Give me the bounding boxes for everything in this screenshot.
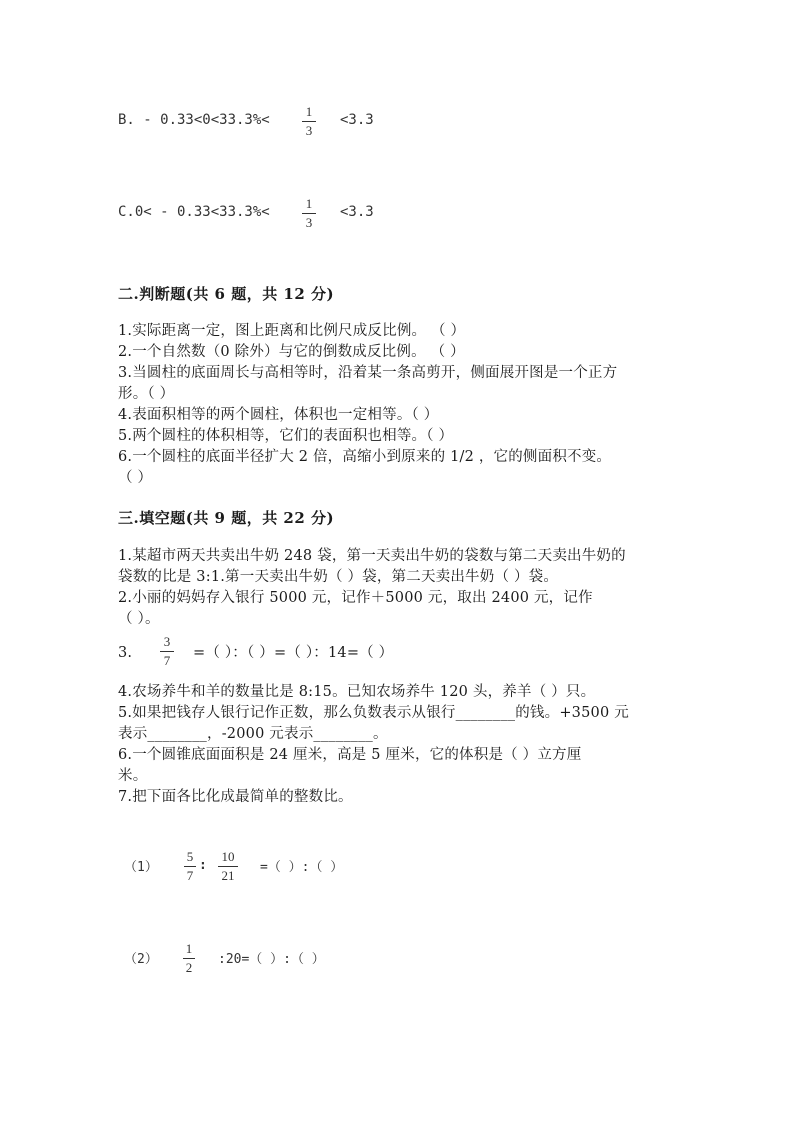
sub2-label: （2） bbox=[124, 952, 158, 967]
fraction-denominator: 2 bbox=[185, 960, 193, 975]
fill-item-4: 4.农场养牛和羊的数量比是 8:15。已知农场养牛 120 头，养羊（ ）只。 bbox=[118, 684, 596, 700]
judge-item-4: 4.表面积相等的两个圆柱，体积也一定相等。（ ） bbox=[118, 407, 439, 423]
fill-item-3-text: =（ ）：（ ）=（ ）：14=（ ） bbox=[193, 645, 394, 661]
judge-item-6: 6.一个圆柱的底面半径扩大 2 倍，高缩小到原来的 1/2 ，它的侧面积不变。 bbox=[118, 449, 612, 465]
fraction-numerator: 10 bbox=[221, 849, 235, 864]
sub1-fraction-2 bbox=[218, 849, 238, 884]
section2-heading: 二.判断题(共 6 题，共 12 分) bbox=[118, 285, 335, 303]
fraction-bar bbox=[183, 958, 195, 959]
judge-item-3: 3.当圆柱的底面周长与高相等时，沿着某一条高剪开，侧面展开图是一个正方 bbox=[118, 365, 618, 381]
fill-item-6: 6.一个圆锥底面面积是 24 厘米，高是 5 厘米，它的体积是（ ）立方厘 bbox=[118, 747, 582, 763]
fill-item-2: 2.小丽的妈妈存入银行 5000 元，记作＋5000 元，取出 2400 元，记作 bbox=[118, 590, 593, 606]
fill-item-6-cont: 米。 bbox=[118, 768, 148, 784]
fraction-bar bbox=[184, 866, 196, 867]
judge-item-6-cont: （ ） bbox=[118, 470, 153, 486]
fraction-numerator: 3 bbox=[163, 634, 171, 649]
option-c-text: C.0< - 0.33<33.3%< bbox=[118, 204, 270, 220]
option-b-suffix: <3.3 bbox=[340, 112, 374, 128]
option-b-fraction bbox=[302, 104, 316, 139]
fill-item-5-cont: 表示________，-2000 元表示________。 bbox=[118, 726, 388, 742]
fill-item-1: 1.某超市两天共卖出牛奶 248 袋，第一天卖出牛奶的袋数与第二天卖出牛奶的 bbox=[118, 548, 626, 564]
sub1-fraction-1 bbox=[184, 849, 196, 884]
fraction-numerator: 1 bbox=[305, 196, 313, 211]
sub1-colon: : bbox=[199, 858, 207, 873]
fraction-bar bbox=[218, 866, 238, 867]
option-c-fraction bbox=[302, 196, 316, 231]
fraction-denominator: 3 bbox=[305, 215, 313, 230]
fill-item-3-fraction bbox=[160, 634, 174, 669]
fill-item-1-cont: 袋数的比是 3:1.第一天卖出牛奶（ ）袋，第二天卖出牛奶（ ）袋。 bbox=[118, 569, 559, 585]
fill-item-3-label: 3. bbox=[118, 645, 133, 661]
fill-item-5: 5.如果把钱存人银行记作正数，那么负数表示从银行________的钱。+3500 元 bbox=[118, 705, 629, 721]
judge-item-2: 2.一个自然数（0 除外）与它的倒数成反比例。 （ ） bbox=[118, 344, 465, 360]
fraction-denominator: 21 bbox=[221, 868, 235, 883]
fraction-bar bbox=[302, 213, 316, 214]
option-b-text: B. - 0.33<0<33.3%< bbox=[118, 112, 270, 128]
judge-item-5: 5.两个圆柱的体积相等，它们的表面积也相等。（ ） bbox=[118, 428, 454, 444]
fraction-bar bbox=[302, 121, 316, 122]
sub1-label: （1） bbox=[124, 860, 158, 875]
fill-item-7: 7.把下面各比化成最简单的整数比。 bbox=[118, 789, 353, 805]
fill-item-2-cont: （ ）。 bbox=[118, 611, 160, 627]
sub1-text: =（ ）:（ ） bbox=[260, 860, 344, 875]
fraction-numerator: 1 bbox=[185, 941, 193, 956]
fraction-numerator: 5 bbox=[186, 849, 194, 864]
option-c-suffix: <3.3 bbox=[340, 204, 374, 220]
section3-heading: 三.填空题(共 9 题，共 22 分) bbox=[118, 509, 335, 527]
fraction-denominator: 7 bbox=[163, 653, 171, 668]
fraction-denominator: 7 bbox=[186, 868, 194, 883]
sub2-text: :20=（ ）:（ ） bbox=[218, 952, 325, 967]
judge-item-3-cont: 形。（ ） bbox=[118, 386, 175, 402]
fraction-bar bbox=[160, 651, 174, 652]
fraction-denominator: 3 bbox=[305, 123, 313, 138]
sub2-fraction bbox=[183, 941, 195, 976]
judge-item-1: 1.实际距离一定，图上距离和比例尺成反比例。 （ ） bbox=[118, 323, 466, 339]
fraction-numerator: 1 bbox=[305, 104, 313, 119]
